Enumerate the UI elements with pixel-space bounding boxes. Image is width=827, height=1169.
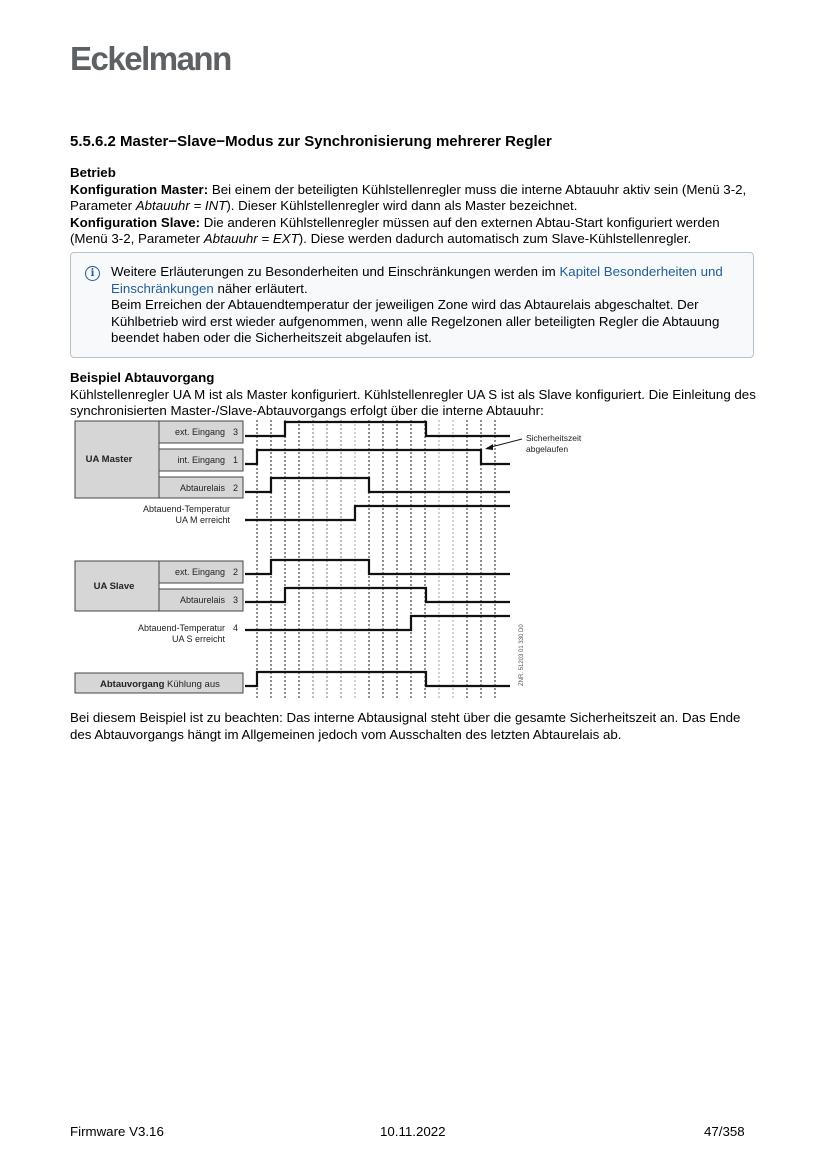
slave-temp-label: Abtauend-Temperatur bbox=[137, 623, 225, 633]
chapter-link[interactable]: Kapitel Besonderheiten und Einschränkungen bbox=[111, 264, 723, 296]
master-temp-label: Abtauend-Temperatur bbox=[142, 504, 230, 514]
process-label: Abtauvorgang Kühlung aus bbox=[100, 679, 220, 690]
master-relay-label: Abtaurelais bbox=[179, 483, 225, 493]
master-int-input-label: int. Eingang bbox=[177, 455, 225, 465]
section-title: 5.5.6.2 Master−Slave−Modus zur Synchronisierung mehrerer Regler bbox=[70, 133, 552, 150]
master-relay-num: 2 bbox=[232, 483, 238, 493]
example-intro: Kühlstellenregler UA M ist als Master konfiguriert. Kühlstellenregler UA S ist als Slave konfiguriert. Die Einleitung des synchronisierten Master-/Slave-Abtauvorgangs erfolgt über die interne Abtauuhr: bbox=[70, 386, 756, 418]
note-text-start: Weitere Erläuterungen zu Besonderheiten und Einschränkungen werden im bbox=[111, 264, 560, 279]
slave-relay-label: Abtaurelais bbox=[179, 595, 225, 605]
slave-temp-label-2: UA S erreicht bbox=[171, 634, 225, 644]
master-ext-input-label: ext. Eingang bbox=[174, 427, 225, 437]
master-group-label: UA Master bbox=[85, 454, 133, 465]
note-detail-text: Beim Erreichen der Abtauendtemperatur der jeweiligen Zone wird das Abtaurelais abgeschaltet. Der Kühlbetrieb wird erst wieder aufgenommen, wenn alle Regelzonen aller beteiligten Regler die Abtauung beendet haben oder die Sicherheitszeit abgelaufen ist. bbox=[111, 297, 720, 345]
slave-group-label: UA Slave bbox=[93, 581, 135, 592]
slave-config-text: Die anderen Kühlstellenregler müssen auf den externen Abtau-Start konfiguriert werden (Menü 3-2, Parameter bbox=[70, 214, 720, 246]
betrieb-heading: Betrieb bbox=[70, 165, 116, 180]
figure-id: ZNR. 51203 01 330 D0 bbox=[519, 624, 525, 686]
slave-temp-num: 4 bbox=[232, 623, 238, 633]
slave-config-label: Konfiguration Slave: bbox=[70, 214, 201, 230]
master-int-input-num: 1 bbox=[232, 455, 238, 465]
master-ext-input-num: 3 bbox=[232, 427, 238, 437]
info-icon: i bbox=[85, 266, 100, 281]
master-config-label: Konfiguration Master: bbox=[70, 181, 209, 197]
example-heading: Beispiel Abtauvorgang bbox=[70, 370, 215, 385]
slave-ext-input-label: ext. Eingang bbox=[174, 567, 225, 577]
master-temp-label-2: UA M erreicht bbox=[175, 515, 230, 525]
annotation-text-1: Sicherheitszeit bbox=[526, 433, 582, 443]
master-config-text: Bei einem der beteiligten Kühlstellenregler muss die interne Abtauuhr aktiv sein (Menü 3-2, Parameter bbox=[70, 181, 747, 213]
slave-relay-num: 3 bbox=[232, 595, 238, 605]
annotation-text-2: abgelaufen bbox=[526, 444, 569, 454]
slave-ext-input-num: 2 bbox=[232, 567, 238, 577]
slave-config-text-end: ). Diese werden dadurch automatisch zum Slave-Kühlstellenregler. bbox=[298, 231, 692, 246]
master-config-param: Abtauuhr = INT bbox=[135, 198, 227, 213]
slave-config-param: Abtauuhr = EXT bbox=[203, 231, 299, 246]
footer-firmware: Firmware V3.16 bbox=[70, 1124, 164, 1139]
master-config-text-end: ). Dieser Kühlstellenregler wird dann als Master bezeichnet. bbox=[226, 198, 578, 213]
footer-date: 10.11.2022 bbox=[380, 1124, 446, 1139]
example-outro: Bei diesem Beispiel ist zu beachten: Das interne Abtausignal steht über die gesamte Sicherheitszeit an. Das Ende des Abtauvorgangs hängt im Allgemeinen jedoch vom Ausschalten des letzten Abtaurelais ab. bbox=[70, 710, 741, 742]
footer-page-number: 47/358 bbox=[704, 1124, 745, 1139]
eckelmann-logo: Eckelmann bbox=[70, 40, 231, 77]
note-text-end: näher erläutert. bbox=[213, 280, 308, 296]
